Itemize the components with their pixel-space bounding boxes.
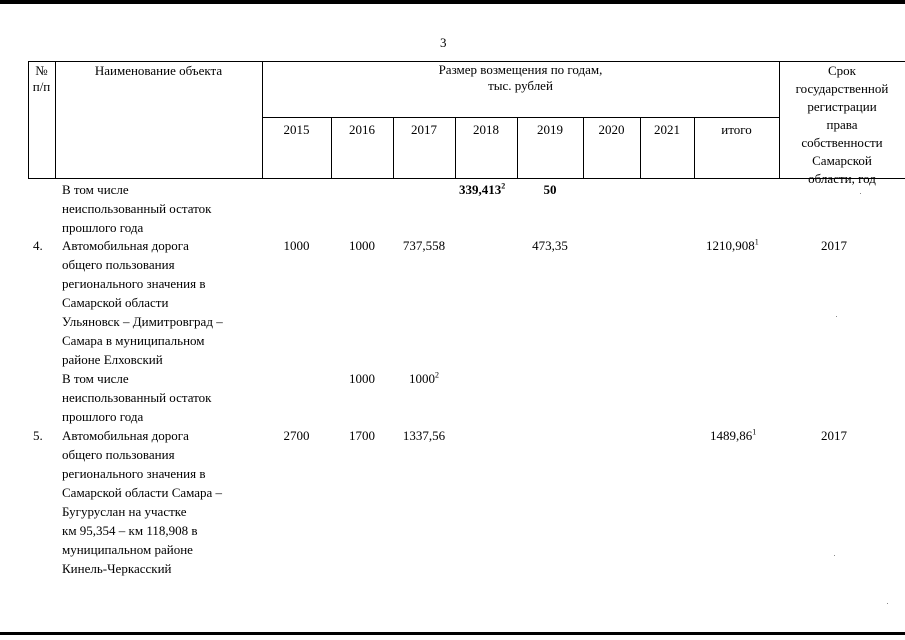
row2-name: Автомобильная дорога общего пользования регионального значения в Самарской области Ульяновск – Димитровград – Самара в муниципальном районе Елховский <box>62 238 223 367</box>
row1-2018: 339,413$^2$ <box>459 181 506 197</box>
header-term: Срок государственной регистрации права собственности Самарской области, год <box>795 63 889 186</box>
header-total: итого <box>721 122 752 137</box>
row1-2019: 50 <box>543 182 557 197</box>
header-year-2015: 2015 <box>283 122 310 137</box>
row1-name: В том числе неиспользованный остаток прошлого года <box>62 182 212 235</box>
header-amount: Размер возмещения по годам, тыс. рублей <box>438 62 603 93</box>
row4-name: Автомобильная дорога общего пользования регионального значения в Самарской области Самара – Бугуруслан на участке км 95,354 – км 118,908 в муниципальном районе Кинель-Черкасский <box>62 428 223 576</box>
row4-2016: 1700 <box>349 428 375 443</box>
row3-2017: 1000$^2$ <box>409 370 439 386</box>
header-year-2016: 2016 <box>349 122 375 137</box>
scan-speck <box>836 316 837 317</box>
row4-term: 2017 <box>821 428 847 443</box>
scan-speck <box>887 603 888 604</box>
row3-2016: 1000 <box>349 371 375 386</box>
row2-2017: 737,558 <box>402 238 446 253</box>
scan-speck <box>860 193 861 194</box>
row4-num: 5. <box>33 428 43 443</box>
row2-num: 4. <box>33 238 43 253</box>
header-year-2021: 2021 <box>654 122 680 137</box>
bottom-border <box>0 632 905 635</box>
row3-name: В том числе неиспользованный остаток прошлого года <box>62 371 212 424</box>
row4-2015: 2700 <box>283 428 310 443</box>
row2-2015: 1000 <box>283 238 310 253</box>
header-name: Наименование объекта <box>94 63 223 78</box>
header-year-2018: 2018 <box>473 122 499 137</box>
row2-term: 2017 <box>821 238 847 253</box>
scan-speck <box>834 555 835 556</box>
row2-total: 1210,908$^1$ <box>706 237 759 253</box>
row4-total: 1489,86$^1$ <box>710 427 757 443</box>
row2-2019: 473,35 <box>532 238 568 253</box>
header-num: № п/п <box>32 63 51 94</box>
page-number: 3 <box>440 35 447 50</box>
row4-2017: 1337,56 <box>402 428 446 443</box>
header-year-2019: 2019 <box>537 122 563 137</box>
top-border <box>0 0 905 4</box>
row2-2016: 1000 <box>349 238 375 253</box>
header-year-2020: 2020 <box>598 122 625 137</box>
header-year-2017: 2017 <box>411 122 437 137</box>
